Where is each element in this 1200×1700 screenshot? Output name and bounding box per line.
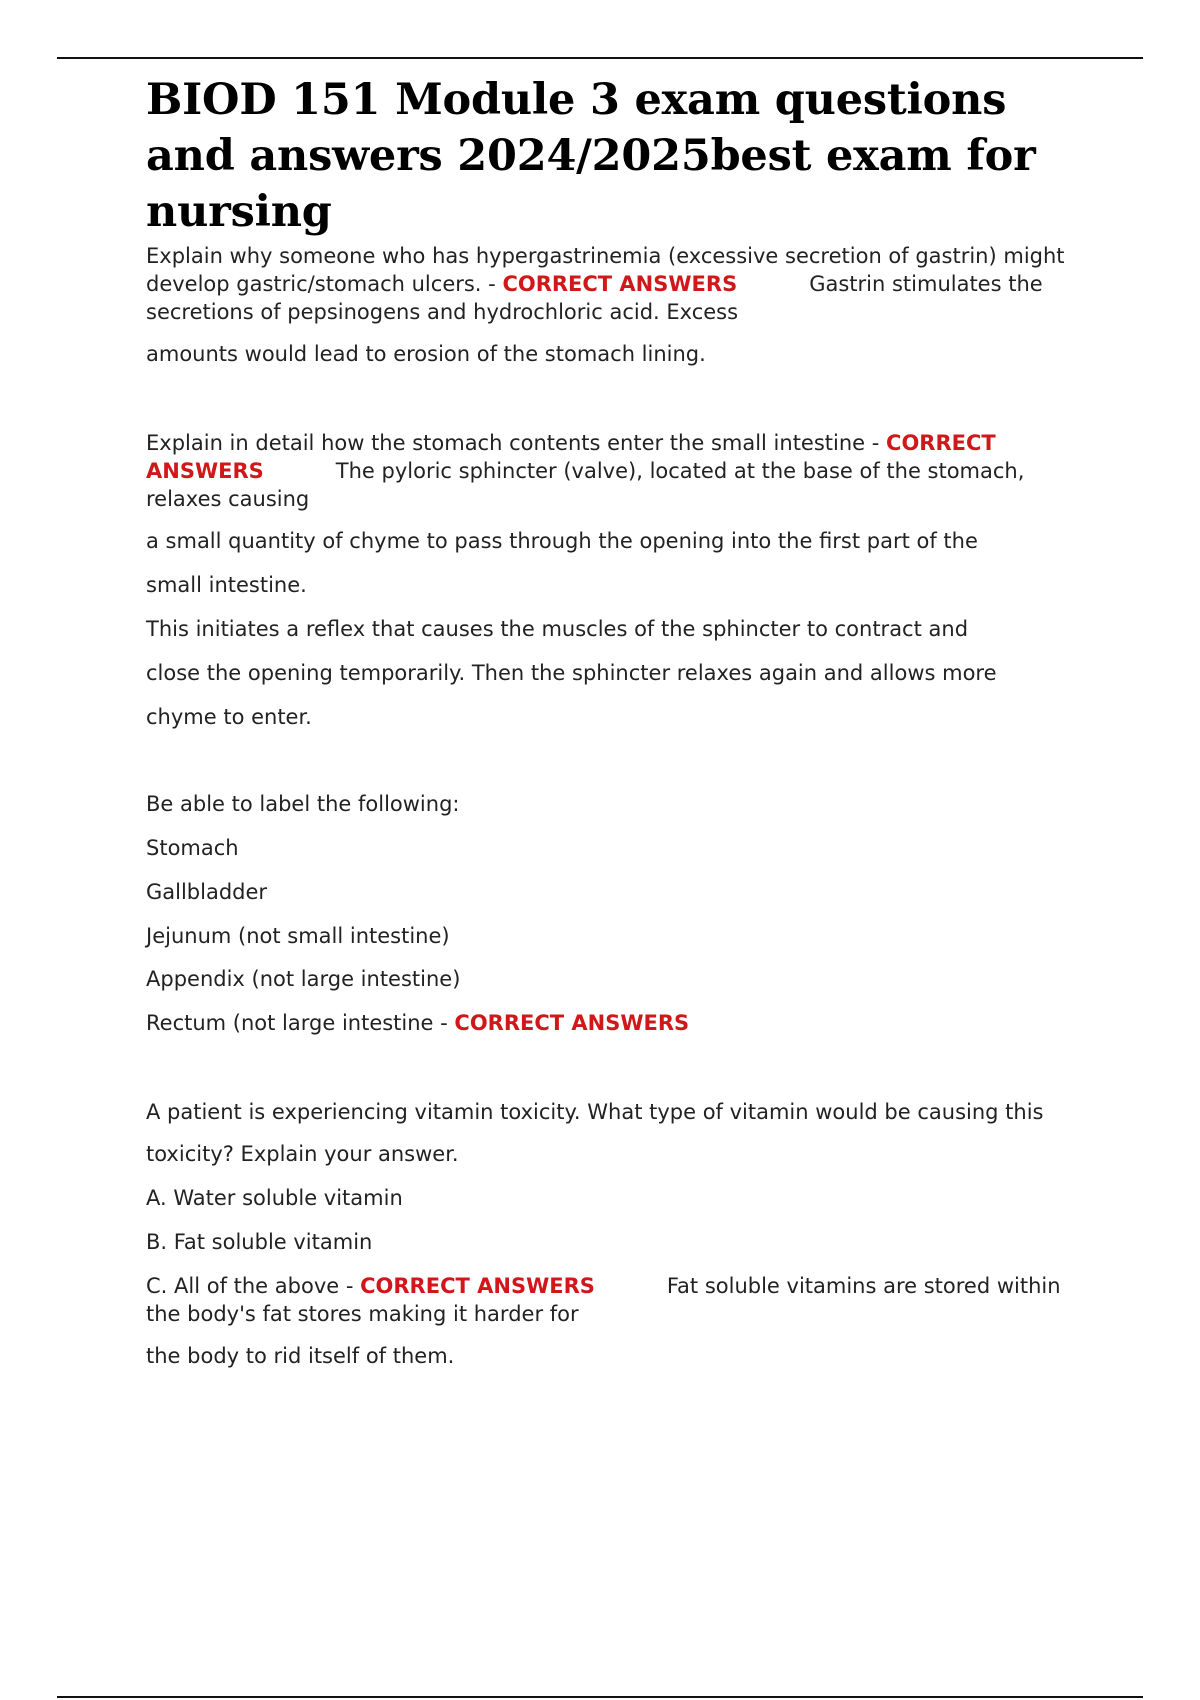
- answer-4-text: Fat soluble vitamins are stored within the body's fat stores making it harder for: [146, 1274, 1061, 1326]
- document-body: [146, 72, 1076, 1370]
- question-4: A patient is experiencing vitamin toxicity. What type of vitamin would be causing this: [146, 1100, 1044, 1124]
- top-rule: [57, 57, 1143, 59]
- option-a: A. Water soluble vitamin: [146, 1186, 403, 1210]
- label-item-last: [146, 1009, 1076, 1037]
- answer-2-line: chyme to enter.: [146, 705, 312, 729]
- option-b: B. Fat soluble vitamin: [146, 1230, 373, 1254]
- option-c: [146, 1272, 1076, 1328]
- bottom-rule: [57, 1696, 1143, 1698]
- label-item-text: Rectum (not large intestine -: [146, 1011, 448, 1035]
- answer-4-continued: the body to rid itself of them.: [146, 1344, 455, 1368]
- answer-2-line: a small quantity of chyme to pass through the opening into the first part of the: [146, 529, 978, 553]
- question-1-text: Explain why someone who has hypergastrinemia (excessive secretion of gastrin) might develop gastric/stomach ulcers. -: [146, 244, 1065, 296]
- label-item: Stomach: [146, 836, 239, 860]
- answer-2-line: close the opening temporarily. Then the sphincter relaxes again and allows more: [146, 661, 997, 685]
- label-item: Gallbladder: [146, 880, 268, 904]
- question-2-text: Explain in detail how the stomach contents enter the small intestine -: [146, 431, 880, 455]
- correct-answers-label: CORRECT ANSWERS: [502, 272, 738, 296]
- label-item: Jejunum (not small intestine): [146, 924, 450, 948]
- answer-2-line: small intestine.: [146, 573, 307, 597]
- question-4-continued: toxicity? Explain your answer.: [146, 1142, 459, 1166]
- document-title: BIOD 151 Module 3 exam questions and answers 2024/2025best exam for nursing: [146, 75, 1036, 237]
- answer-1-continued: amounts would lead to erosion of the stomach lining.: [146, 342, 706, 366]
- correct-answers-label: CORRECT ANSWERS: [146, 431, 996, 483]
- answer-2-text: The pyloric sphincter (valve), located at the base of the stomach, relaxes causing: [146, 459, 1025, 511]
- correct-answers-label: CORRECT ANSWERS: [360, 1274, 595, 1298]
- question-1: [146, 242, 1076, 326]
- question-3-intro: Be able to label the following:: [146, 792, 460, 816]
- answer-2-line: This initiates a reflex that causes the muscles of the sphincter to contract and: [146, 617, 969, 641]
- answer-1-text: Gastrin stimulates the secretions of pepsinogens and hydrochloric acid. Excess: [146, 272, 1043, 324]
- option-c-text: C. All of the above -: [146, 1274, 354, 1298]
- correct-answers-label: CORRECT ANSWERS: [454, 1011, 690, 1035]
- question-2: [146, 429, 1076, 513]
- label-item: Appendix (not large intestine): [146, 967, 461, 991]
